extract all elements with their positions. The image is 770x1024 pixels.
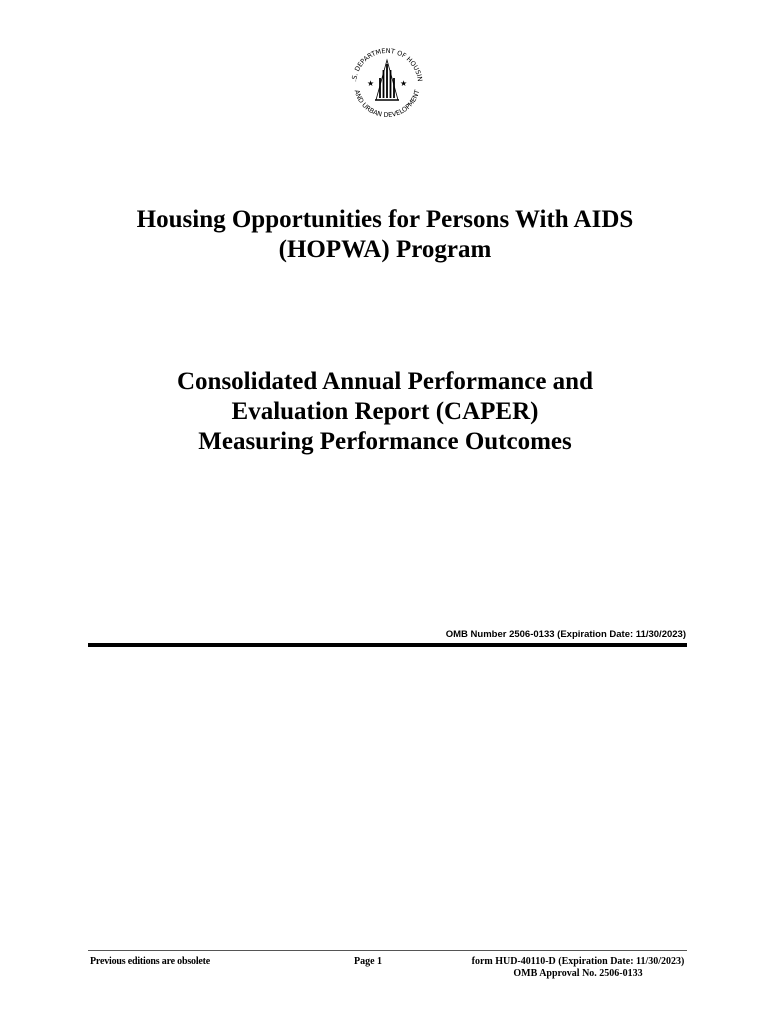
seal-text-bottom: AND URBAN DEVELOPMENT — [352, 88, 422, 120]
program-title-line2: (HOPWA) Program — [278, 236, 492, 263]
report-title-line1: Consolidated Annual Performance and — [176, 368, 593, 395]
header-divider — [88, 643, 687, 647]
footer-form-number: form HUD-40110-D (Expiration Date: 11/30/2023) — [471, 956, 685, 967]
program-title — [0, 205, 770, 265]
report-title-line3: Measuring Performance Outcomes — [198, 428, 572, 455]
hud-seal-icon — [345, 42, 429, 126]
program-title-line1: Housing Opportunities for Persons With AIDS — [136, 206, 634, 233]
svg-text:★: ★ — [400, 79, 408, 88]
footer-page-number: Page 1 — [354, 956, 383, 967]
svg-text:★: ★ — [367, 79, 375, 88]
footer-obsolete-note: Previous editions are obsolete — [90, 956, 211, 967]
svg-text:U.S. DEPARTMENT OF HOUSING — [345, 42, 424, 82]
report-title — [0, 367, 770, 457]
footer-form-info — [470, 956, 686, 980]
footer-omb-approval: OMB Approval No. 2506-0133 — [513, 968, 643, 979]
omb-number: OMB Number 2506-0133 (Expiration Date: 11/30/2023) — [445, 629, 686, 640]
seal-text-top: .S. DEPARTMENT OF HOUSIN — [350, 46, 424, 83]
report-title-line2: Evaluation Report (CAPER) — [231, 398, 539, 425]
footer-divider — [88, 950, 687, 951]
